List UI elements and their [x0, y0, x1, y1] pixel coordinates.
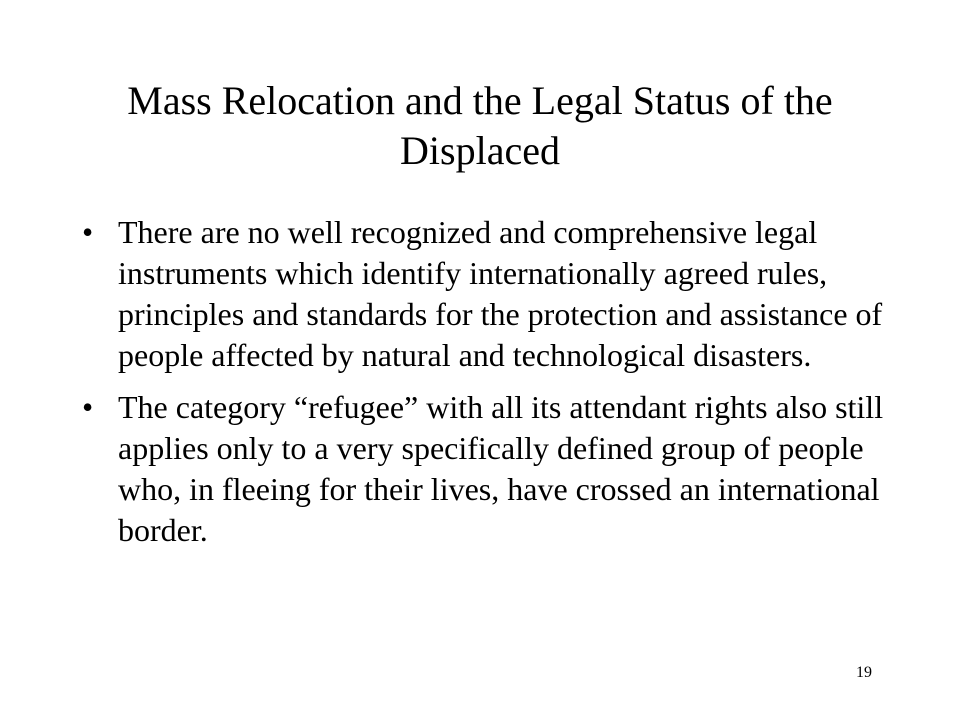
- bullet-list: [80, 212, 890, 562]
- page-number: 19: [856, 664, 872, 681]
- bullet-item: [80, 387, 890, 551]
- bullet-icon: •: [82, 214, 94, 250]
- bullet-icon: •: [82, 389, 94, 425]
- bullet-text: There are no well recognized and comprehensive legal instruments which identify internationally agreed rules, principles and standards for the protection and assistance of people affected by natural and technological disasters.: [118, 214, 883, 373]
- slide-title: Mass Relocation and the Legal Status of the Displaced: [127, 78, 833, 173]
- bullet-item: [80, 212, 890, 376]
- bullet-text: The category “refugee” with all its attendant rights also still applies only to a very specifically defined group of people who, in fleeing for their lives, have crossed an international border.: [118, 389, 884, 548]
